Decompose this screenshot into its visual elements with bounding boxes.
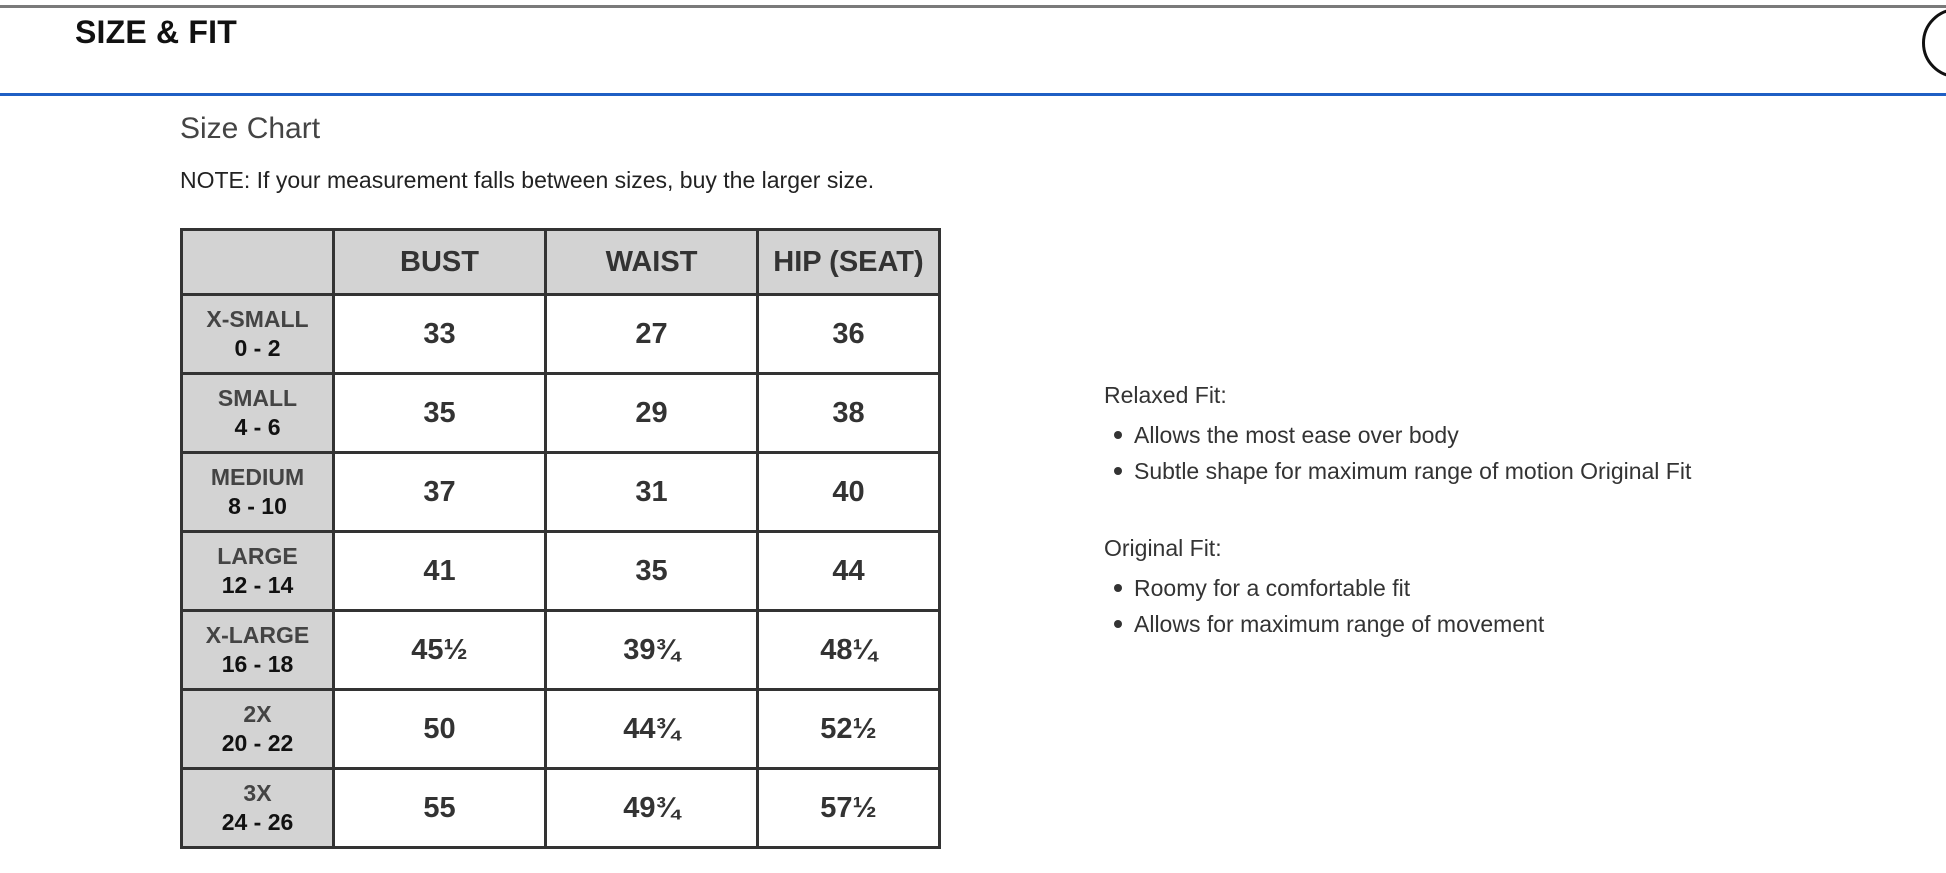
table-row: [182, 374, 940, 453]
list-item: [1104, 570, 1544, 606]
list-item-text: Subtle shape for maximum range of motion Original Fit: [1134, 458, 1692, 484]
size-label-cell: [182, 769, 334, 848]
size-label-cell: [182, 374, 334, 453]
bullet-icon: [1114, 431, 1122, 439]
size-name: 2X: [243, 701, 272, 728]
size-range: 12 - 14: [221, 572, 294, 598]
waist-header: WAIST: [546, 230, 758, 295]
relaxed-fit-heading: Relaxed Fit:: [1104, 382, 1227, 408]
bust-cell: 37: [334, 453, 546, 532]
list-item: [1104, 606, 1544, 642]
table-row: [182, 769, 940, 848]
size-name: X-SMALL: [206, 306, 309, 333]
hip-cell: 52½: [758, 690, 940, 769]
relaxed-fit-list: [1104, 417, 1691, 489]
hip-cell: 48¼: [758, 611, 940, 690]
hip-cell: 36: [758, 295, 940, 374]
size-chart-table: [180, 228, 941, 849]
bust-cell: 41: [334, 532, 546, 611]
close-button[interactable]: [1922, 8, 1946, 78]
list-item-text: Allows the most ease over body: [1134, 422, 1459, 448]
size-range: 8 - 10: [228, 493, 287, 519]
size-name: 3X: [243, 780, 272, 807]
size-range: 0 - 2: [234, 335, 281, 361]
page-title: SIZE & FIT: [75, 14, 237, 50]
size-name: LARGE: [217, 543, 298, 570]
list-item: [1104, 417, 1691, 453]
waist-cell: 29: [546, 374, 758, 453]
waist-cell: 31: [546, 453, 758, 532]
original-fit-section: [1104, 534, 1544, 642]
bust-cell: 33: [334, 295, 546, 374]
relaxed-fit-section: [1104, 381, 1691, 489]
bust-cell: 55: [334, 769, 546, 848]
hip-cell: 38: [758, 374, 940, 453]
size-range: 16 - 18: [221, 651, 294, 677]
table-row: [182, 532, 940, 611]
size-name: SMALL: [217, 385, 298, 412]
waist-cell: 35: [546, 532, 758, 611]
waist-cell: 39¾: [546, 611, 758, 690]
size-range: 4 - 6: [234, 414, 281, 440]
size-label-cell: [182, 532, 334, 611]
hip-cell: 44: [758, 532, 940, 611]
bullet-icon: [1114, 584, 1122, 592]
table-row: [182, 690, 940, 769]
waist-cell: 49¾: [546, 769, 758, 848]
original-fit-list: [1104, 570, 1544, 642]
hip-header: HIP (SEAT): [758, 230, 940, 295]
waist-cell: 27: [546, 295, 758, 374]
waist-cell: 44¾: [546, 690, 758, 769]
size-name: X-LARGE: [205, 622, 310, 649]
size-label-cell: [182, 453, 334, 532]
size-label-cell: [182, 690, 334, 769]
bust-cell: 50: [334, 690, 546, 769]
bullet-icon: [1114, 620, 1122, 628]
size-name: MEDIUM: [210, 464, 305, 491]
size-label-cell: [182, 295, 334, 374]
size-range: 20 - 22: [221, 730, 294, 756]
table-row: [182, 295, 940, 374]
bullet-icon: [1114, 467, 1122, 475]
table-row: [182, 453, 940, 532]
original-fit-heading: Original Fit:: [1104, 535, 1222, 561]
size-fit-header: [0, 8, 1946, 96]
hip-cell: 40: [758, 453, 940, 532]
bust-cell: 45½: [334, 611, 546, 690]
list-item: [1104, 453, 1691, 489]
hip-cell: 57½: [758, 769, 940, 848]
bust-cell: 35: [334, 374, 546, 453]
list-item-text: Roomy for a comfortable fit: [1134, 575, 1411, 601]
corner-header-cell: [182, 230, 334, 295]
size-label-cell: [182, 611, 334, 690]
bust-header: BUST: [334, 230, 546, 295]
size-note: NOTE: If your measurement falls between sizes, buy the larger size.: [180, 167, 875, 193]
list-item-text: Allows for maximum range of movement: [1134, 611, 1545, 637]
size-chart-title: Size Chart: [180, 112, 321, 145]
table-header-row: [182, 230, 940, 295]
table-row: [182, 611, 940, 690]
size-range: 24 - 26: [221, 809, 294, 835]
